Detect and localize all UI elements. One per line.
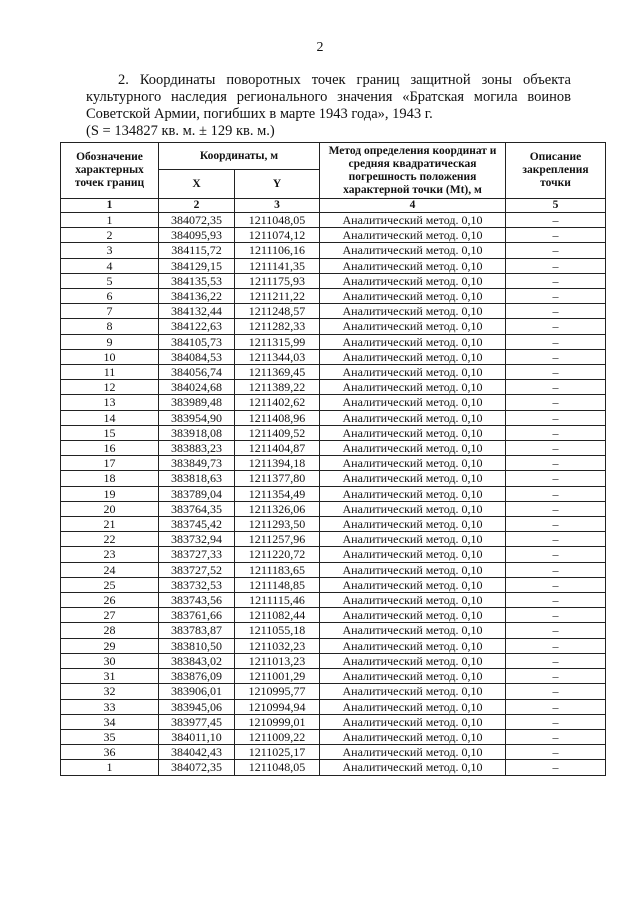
method-cell: Аналитический метод. 0,10 (320, 562, 506, 577)
description-cell: – (506, 228, 606, 243)
table-row (61, 365, 606, 380)
y-coordinate-cell: 1211013,23 (235, 653, 320, 668)
point-number-cell: 20 (61, 501, 159, 516)
description-cell: – (506, 273, 606, 288)
description-cell: – (506, 471, 606, 486)
x-coordinate-cell: 383810,50 (159, 638, 235, 653)
description-cell: – (506, 365, 606, 380)
y-coordinate-cell: 1210994,94 (235, 699, 320, 714)
header-y: Y (235, 170, 320, 199)
point-number-cell: 12 (61, 380, 159, 395)
y-coordinate-cell: 1211141,35 (235, 258, 320, 273)
description-cell: – (506, 608, 606, 623)
point-number-cell: 34 (61, 714, 159, 729)
x-coordinate-cell: 383843,02 (159, 653, 235, 668)
point-number-cell: 10 (61, 349, 159, 364)
table-row (61, 699, 606, 714)
point-number-cell: 26 (61, 593, 159, 608)
point-number-cell: 17 (61, 456, 159, 471)
table-row (61, 289, 606, 304)
description-cell: – (506, 486, 606, 501)
table-row (61, 517, 606, 532)
y-coordinate-cell: 1211009,22 (235, 729, 320, 744)
method-cell: Аналитический метод. 0,10 (320, 258, 506, 273)
x-coordinate-cell: 384072,35 (159, 213, 235, 228)
x-coordinate-cell: 383764,35 (159, 501, 235, 516)
method-cell: Аналитический метод. 0,10 (320, 714, 506, 729)
x-coordinate-cell: 383727,52 (159, 562, 235, 577)
x-coordinate-cell: 384095,93 (159, 228, 235, 243)
x-coordinate-cell: 383727,33 (159, 547, 235, 562)
x-coordinate-cell: 384084,53 (159, 349, 235, 364)
table-row (61, 745, 606, 760)
point-number-cell: 14 (61, 410, 159, 425)
table-row (61, 653, 606, 668)
method-cell: Аналитический метод. 0,10 (320, 729, 506, 744)
method-cell: Аналитический метод. 0,10 (320, 228, 506, 243)
y-coordinate-cell: 1211001,29 (235, 669, 320, 684)
description-cell: – (506, 638, 606, 653)
table-row (61, 441, 606, 456)
section-intro (86, 72, 571, 140)
header-designation: Обозначение характерных точек границ (61, 143, 159, 199)
y-coordinate-cell: 1211344,03 (235, 349, 320, 364)
description-cell: – (506, 334, 606, 349)
point-number-cell: 32 (61, 684, 159, 699)
description-cell: – (506, 547, 606, 562)
description-cell: – (506, 562, 606, 577)
table-row (61, 395, 606, 410)
description-cell: – (506, 441, 606, 456)
method-cell: Аналитический метод. 0,10 (320, 593, 506, 608)
point-number-cell: 36 (61, 745, 159, 760)
point-number-cell: 30 (61, 653, 159, 668)
method-cell: Аналитический метод. 0,10 (320, 365, 506, 380)
table-row (61, 562, 606, 577)
column-number: 3 (235, 199, 320, 213)
table-row (61, 623, 606, 638)
method-cell: Аналитический метод. 0,10 (320, 425, 506, 440)
table-row (61, 243, 606, 258)
description-cell: – (506, 319, 606, 334)
table-row (61, 380, 606, 395)
y-coordinate-cell: 1211032,23 (235, 638, 320, 653)
x-coordinate-cell: 383745,42 (159, 517, 235, 532)
description-cell: – (506, 623, 606, 638)
x-coordinate-cell: 383989,48 (159, 395, 235, 410)
table-row (61, 304, 606, 319)
description-cell: – (506, 304, 606, 319)
table-row (61, 577, 606, 592)
x-coordinate-cell: 384132,44 (159, 304, 235, 319)
y-coordinate-cell: 1211115,46 (235, 593, 320, 608)
table-row (61, 319, 606, 334)
method-cell: Аналитический метод. 0,10 (320, 334, 506, 349)
x-coordinate-cell: 383918,08 (159, 425, 235, 440)
table-row (61, 684, 606, 699)
description-cell: – (506, 669, 606, 684)
method-cell: Аналитический метод. 0,10 (320, 653, 506, 668)
y-coordinate-cell: 1211248,57 (235, 304, 320, 319)
x-coordinate-cell: 383849,73 (159, 456, 235, 471)
x-coordinate-cell: 383945,06 (159, 699, 235, 714)
y-coordinate-cell: 1211369,45 (235, 365, 320, 380)
x-coordinate-cell: 384122,63 (159, 319, 235, 334)
x-coordinate-cell: 383954,90 (159, 410, 235, 425)
header-coordinates: Координаты, м (159, 143, 320, 170)
method-cell: Аналитический метод. 0,10 (320, 608, 506, 623)
y-coordinate-cell: 1211148,85 (235, 577, 320, 592)
y-coordinate-cell: 1211402,62 (235, 395, 320, 410)
table-row (61, 593, 606, 608)
column-number: 5 (506, 199, 606, 213)
description-cell: – (506, 425, 606, 440)
x-coordinate-cell: 383783,87 (159, 623, 235, 638)
point-number-cell: 1 (61, 213, 159, 228)
point-number-cell: 19 (61, 486, 159, 501)
y-coordinate-cell: 1211257,96 (235, 532, 320, 547)
table-row (61, 669, 606, 684)
method-cell: Аналитический метод. 0,10 (320, 486, 506, 501)
point-number-cell: 29 (61, 638, 159, 653)
x-coordinate-cell: 384136,22 (159, 289, 235, 304)
point-number-cell: 24 (61, 562, 159, 577)
y-coordinate-cell: 1211293,50 (235, 517, 320, 532)
method-cell: Аналитический метод. 0,10 (320, 471, 506, 486)
column-number: 1 (61, 199, 159, 213)
y-coordinate-cell: 1211048,05 (235, 760, 320, 775)
description-cell: – (506, 653, 606, 668)
x-coordinate-cell: 383743,56 (159, 593, 235, 608)
method-cell: Аналитический метод. 0,10 (320, 441, 506, 456)
y-coordinate-cell: 1211025,17 (235, 745, 320, 760)
table-row (61, 608, 606, 623)
point-number-cell: 22 (61, 532, 159, 547)
point-number-cell: 16 (61, 441, 159, 456)
method-cell: Аналитический метод. 0,10 (320, 684, 506, 699)
x-coordinate-cell: 384105,73 (159, 334, 235, 349)
description-cell: – (506, 213, 606, 228)
point-number-cell: 13 (61, 395, 159, 410)
point-number-cell: 5 (61, 273, 159, 288)
x-coordinate-cell: 383761,66 (159, 608, 235, 623)
method-cell: Аналитический метод. 0,10 (320, 623, 506, 638)
method-cell: Аналитический метод. 0,10 (320, 501, 506, 516)
x-coordinate-cell: 384135,53 (159, 273, 235, 288)
table-row (61, 760, 606, 775)
y-coordinate-cell: 1210995,77 (235, 684, 320, 699)
description-cell: – (506, 456, 606, 471)
point-number-cell: 6 (61, 289, 159, 304)
y-coordinate-cell: 1211315,99 (235, 334, 320, 349)
method-cell: Аналитический метод. 0,10 (320, 273, 506, 288)
description-cell: – (506, 699, 606, 714)
point-number-cell: 18 (61, 471, 159, 486)
column-number-row (61, 199, 606, 213)
x-coordinate-cell: 383906,01 (159, 684, 235, 699)
y-coordinate-cell: 1211211,22 (235, 289, 320, 304)
y-coordinate-cell: 1211354,49 (235, 486, 320, 501)
section-heading-text: 2. Координаты поворотных точек границ защитной зоны объекта культурного наследия регионального значения «Братская могила воинов Советской Армии, погибших в марте 1943 года», 1943 г. (86, 72, 571, 122)
table-row (61, 501, 606, 516)
y-coordinate-cell: 1211074,12 (235, 228, 320, 243)
method-cell: Аналитический метод. 0,10 (320, 304, 506, 319)
table-row (61, 714, 606, 729)
method-cell: Аналитический метод. 0,10 (320, 638, 506, 653)
table-row (61, 258, 606, 273)
description-cell: – (506, 289, 606, 304)
x-coordinate-cell: 384056,74 (159, 365, 235, 380)
table-row (61, 532, 606, 547)
point-number-cell: 21 (61, 517, 159, 532)
description-cell: – (506, 501, 606, 516)
table-row (61, 273, 606, 288)
y-coordinate-cell: 1210999,01 (235, 714, 320, 729)
description-cell: – (506, 729, 606, 744)
point-number-cell: 4 (61, 258, 159, 273)
point-number-cell: 8 (61, 319, 159, 334)
table-row (61, 334, 606, 349)
y-coordinate-cell: 1211183,65 (235, 562, 320, 577)
method-cell: Аналитический метод. 0,10 (320, 213, 506, 228)
point-number-cell: 33 (61, 699, 159, 714)
method-cell: Аналитический метод. 0,10 (320, 577, 506, 592)
method-cell: Аналитический метод. 0,10 (320, 319, 506, 334)
x-coordinate-cell: 384042,43 (159, 745, 235, 760)
y-coordinate-cell: 1211377,80 (235, 471, 320, 486)
method-cell: Аналитический метод. 0,10 (320, 517, 506, 532)
point-number-cell: 9 (61, 334, 159, 349)
table-row (61, 349, 606, 364)
point-number-cell: 27 (61, 608, 159, 623)
table-row (61, 471, 606, 486)
table-row (61, 638, 606, 653)
table-row (61, 547, 606, 562)
method-cell: Аналитический метод. 0,10 (320, 760, 506, 775)
method-cell: Аналитический метод. 0,10 (320, 532, 506, 547)
table-row (61, 228, 606, 243)
y-coordinate-cell: 1211175,93 (235, 273, 320, 288)
method-cell: Аналитический метод. 0,10 (320, 547, 506, 562)
method-cell: Аналитический метод. 0,10 (320, 395, 506, 410)
description-cell: – (506, 380, 606, 395)
description-cell: – (506, 258, 606, 273)
description-cell: – (506, 349, 606, 364)
coordinates-table (60, 142, 606, 776)
method-cell: Аналитический метод. 0,10 (320, 745, 506, 760)
x-coordinate-cell: 383818,63 (159, 471, 235, 486)
table-row (61, 456, 606, 471)
y-coordinate-cell: 1211326,06 (235, 501, 320, 516)
page-number: 2 (316, 40, 324, 55)
table-header (61, 143, 606, 213)
header-method: Метод определения координат и средняя квадратическая погрешность положения характерной точки (Mt), м (320, 143, 506, 199)
x-coordinate-cell: 384129,15 (159, 258, 235, 273)
table-row (61, 729, 606, 744)
header-x: X (159, 170, 235, 199)
method-cell: Аналитический метод. 0,10 (320, 699, 506, 714)
point-number-cell: 1 (61, 760, 159, 775)
y-coordinate-cell: 1211282,33 (235, 319, 320, 334)
point-number-cell: 25 (61, 577, 159, 592)
header-description: Описание закрепления точки (506, 143, 606, 199)
point-number-cell: 2 (61, 228, 159, 243)
y-coordinate-cell: 1211394,18 (235, 456, 320, 471)
x-coordinate-cell: 384115,72 (159, 243, 235, 258)
x-coordinate-cell: 383876,09 (159, 669, 235, 684)
column-number: 4 (320, 199, 506, 213)
method-cell: Аналитический метод. 0,10 (320, 410, 506, 425)
x-coordinate-cell: 383732,94 (159, 532, 235, 547)
point-number-cell: 11 (61, 365, 159, 380)
x-coordinate-cell: 383789,04 (159, 486, 235, 501)
table-body (61, 213, 606, 776)
x-coordinate-cell: 383977,45 (159, 714, 235, 729)
y-coordinate-cell: 1211048,05 (235, 213, 320, 228)
description-cell: – (506, 760, 606, 775)
table-row (61, 425, 606, 440)
area-line: (S = 134827 кв. м. ± 129 кв. м.) (86, 123, 275, 139)
table-row (61, 410, 606, 425)
y-coordinate-cell: 1211220,72 (235, 547, 320, 562)
description-cell: – (506, 577, 606, 592)
column-number: 2 (159, 199, 235, 213)
y-coordinate-cell: 1211389,22 (235, 380, 320, 395)
x-coordinate-cell: 384011,10 (159, 729, 235, 744)
y-coordinate-cell: 1211408,96 (235, 410, 320, 425)
description-cell: – (506, 714, 606, 729)
table-row (61, 213, 606, 228)
method-cell: Аналитический метод. 0,10 (320, 289, 506, 304)
y-coordinate-cell: 1211409,52 (235, 425, 320, 440)
description-cell: – (506, 532, 606, 547)
method-cell: Аналитический метод. 0,10 (320, 380, 506, 395)
method-cell: Аналитический метод. 0,10 (320, 456, 506, 471)
point-number-cell: 28 (61, 623, 159, 638)
x-coordinate-cell: 384024,68 (159, 380, 235, 395)
method-cell: Аналитический метод. 0,10 (320, 349, 506, 364)
x-coordinate-cell: 384072,35 (159, 760, 235, 775)
description-cell: – (506, 517, 606, 532)
point-number-cell: 3 (61, 243, 159, 258)
description-cell: – (506, 593, 606, 608)
y-coordinate-cell: 1211106,16 (235, 243, 320, 258)
point-number-cell: 15 (61, 425, 159, 440)
point-number-cell: 23 (61, 547, 159, 562)
point-number-cell: 35 (61, 729, 159, 744)
description-cell: – (506, 745, 606, 760)
y-coordinate-cell: 1211404,87 (235, 441, 320, 456)
x-coordinate-cell: 383883,23 (159, 441, 235, 456)
table-row (61, 486, 606, 501)
description-cell: – (506, 410, 606, 425)
y-coordinate-cell: 1211055,18 (235, 623, 320, 638)
method-cell: Аналитический метод. 0,10 (320, 669, 506, 684)
x-coordinate-cell: 383732,53 (159, 577, 235, 592)
point-number-cell: 31 (61, 669, 159, 684)
y-coordinate-cell: 1211082,44 (235, 608, 320, 623)
description-cell: – (506, 395, 606, 410)
description-cell: – (506, 243, 606, 258)
point-number-cell: 7 (61, 304, 159, 319)
description-cell: – (506, 684, 606, 699)
method-cell: Аналитический метод. 0,10 (320, 243, 506, 258)
